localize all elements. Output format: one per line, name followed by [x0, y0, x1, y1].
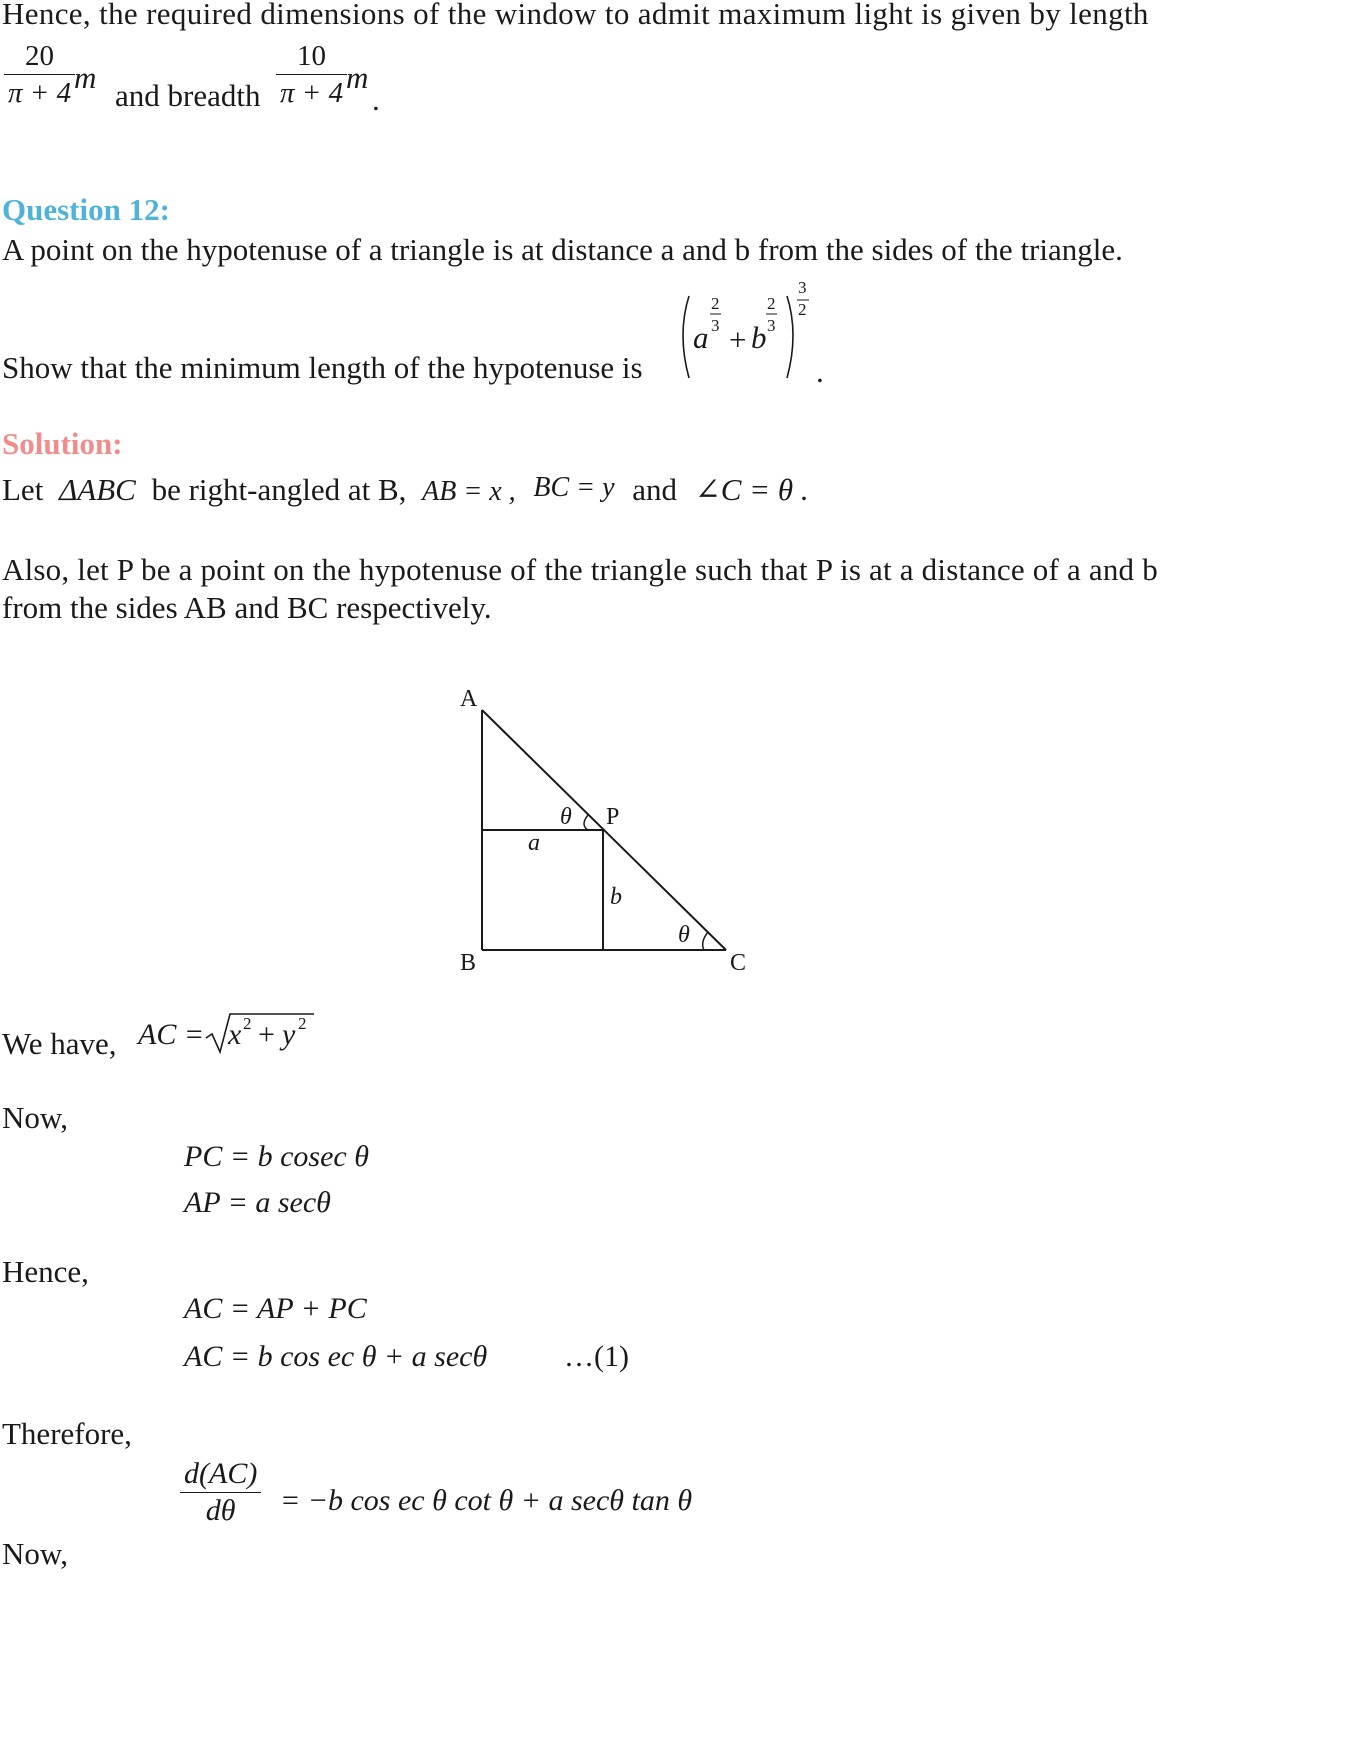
- formula-a: a: [693, 320, 709, 355]
- ac-sum-equation: AC = AP + PC: [184, 1292, 367, 1325]
- hypotenuse-formula: [675, 278, 815, 388]
- length-unit: m: [74, 60, 97, 95]
- breadth-denominator: π + 4: [276, 74, 347, 111]
- top-period: .: [372, 82, 380, 117]
- solution-line-3: from the sides AB and BC respectively.: [2, 590, 492, 625]
- therefore-text: Therefore,: [2, 1416, 132, 1451]
- ap-equation: AP = a secθ: [184, 1186, 331, 1219]
- solution-line-1: [2, 470, 809, 512]
- a-exp-num: 2: [711, 294, 720, 313]
- label-theta-bottom: θ: [678, 922, 690, 948]
- b-exp-num: 2: [767, 294, 776, 313]
- angle-c-eq: ∠C = θ .: [694, 472, 809, 507]
- sqrt-y: y: [282, 1018, 296, 1051]
- label-a-vertex: A: [460, 686, 478, 712]
- length-fraction: [4, 38, 75, 111]
- label-p-point: P: [606, 804, 620, 830]
- sqrt-plus: +: [258, 1018, 275, 1051]
- angle-arc-p: [584, 815, 588, 830]
- equation-ref-1: …(1): [564, 1340, 629, 1373]
- length-denominator: π + 4: [4, 74, 75, 111]
- solution-line-2: Also, let P be a point on the hypotenuse of the triangle such that P is at a distance of a and b: [2, 552, 1158, 587]
- b-exp-den: 3: [767, 316, 776, 335]
- question-line-1: A point on the hypotenuse of a triangle is at distance a and b from the sides of the triangle.: [2, 232, 1123, 267]
- angle-arc-c: [703, 932, 708, 950]
- question-heading: Question 12:: [2, 192, 170, 227]
- x-square: 2: [243, 1014, 252, 1033]
- now-text-1: Now,: [2, 1100, 69, 1135]
- and-breadth-text: and breadth: [115, 78, 261, 113]
- a-exp-den: 3: [711, 316, 720, 335]
- derivative-rhs: = −b cos ec θ cot θ + a secθ tan θ: [280, 1484, 693, 1517]
- sqrt-x: x: [228, 1018, 242, 1051]
- ac-expression: AC = b cos ec θ + a secθ: [184, 1340, 488, 1373]
- triangle-diagram: [440, 680, 760, 980]
- formula-plus: +: [729, 322, 747, 357]
- now-text-2: Now,: [2, 1536, 69, 1571]
- intro-line: Hence, the required dimensions of the window to admit maximum light is given by length: [2, 0, 1149, 31]
- breadth-fraction: [276, 38, 347, 111]
- breadth-numerator: 10: [297, 40, 327, 72]
- bc-eq: BC = y: [533, 472, 615, 503]
- outer-exp-den: 2: [798, 300, 807, 319]
- question-line-2: Show that the minimum length of the hypotenuse is: [2, 350, 643, 385]
- derivative-numerator: d(AC): [184, 1457, 258, 1490]
- pc-equation: PC = b cosec θ: [184, 1140, 369, 1173]
- we-have-text: We have,: [2, 1026, 117, 1061]
- hence-text: Hence,: [2, 1254, 89, 1289]
- ab-eq: AB = x ,: [422, 476, 516, 507]
- outer-exp-num: 3: [798, 278, 807, 297]
- and-text: and: [632, 472, 678, 507]
- ac-equals: AC =: [138, 1018, 205, 1051]
- let-text: Let: [2, 472, 44, 507]
- label-c-vertex: C: [730, 950, 747, 976]
- solution-heading: Solution:: [2, 426, 123, 461]
- triangle-abc: ΔABC: [59, 472, 136, 507]
- formula-b: b: [751, 320, 767, 355]
- label-b-vertex: B: [460, 950, 477, 976]
- label-theta-top: θ: [560, 804, 572, 830]
- question-period: .: [816, 354, 824, 389]
- label-b-distance: b: [610, 884, 622, 910]
- y-square: 2: [298, 1014, 307, 1033]
- label-a-distance: a: [528, 830, 540, 856]
- derivative-denominator: dθ: [180, 1492, 261, 1529]
- right-angled-text: be right-angled at B,: [151, 472, 407, 507]
- derivative-fraction: [180, 1456, 261, 1529]
- breadth-unit: m: [346, 60, 369, 95]
- length-numerator: 20: [25, 40, 55, 72]
